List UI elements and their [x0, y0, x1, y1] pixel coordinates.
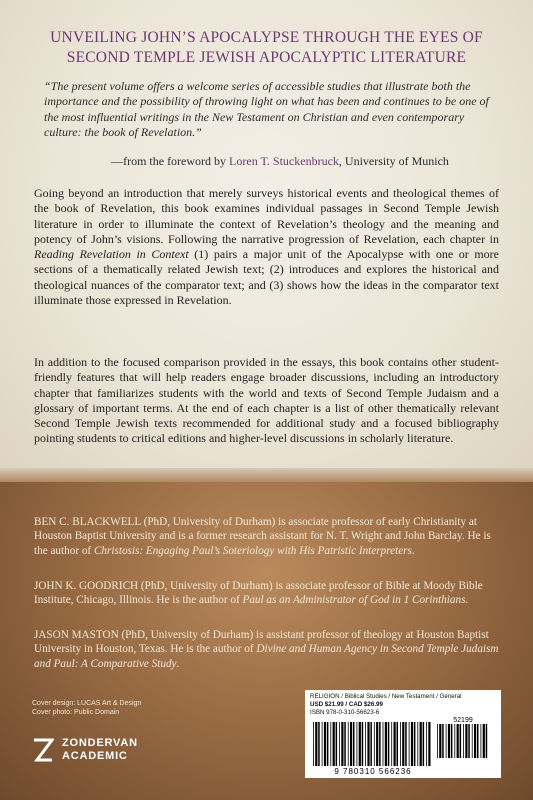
- barcode-info: [310, 693, 462, 717]
- barcode-bar: [477, 724, 479, 758]
- barcode-bar: [457, 724, 459, 758]
- barcode-bar: [367, 722, 369, 766]
- bio-1-text: (PhD, University of Durham) is associate professor of early Christianity at Houston Baptist University and is a former research assistant for N. T. Wright and John Barclay. He is the author of: [34, 516, 491, 557]
- barcode-bar: [486, 724, 488, 758]
- credit-design: Cover design: LUCAS Art & Design: [32, 700, 142, 707]
- barcode-bar: [383, 722, 384, 766]
- endorsement-quote: “The present volume offers a welcome series of accessible studies that illustrate both the importance and the possibility of throwing light on what has been and continues to be one of the most influential writings in the New Testament on Christian and even contemporary culture: the book of Revelation.”: [44, 79, 489, 140]
- barcode-bar: [333, 722, 335, 766]
- barcode-bar: [313, 722, 314, 766]
- bio-2-book: Paul as an Administrator of God in 1 Corinthians: [242, 594, 466, 607]
- author-bio-maston: [34, 628, 500, 671]
- barcode-bar: [315, 722, 317, 766]
- barcode-bar: [417, 722, 418, 766]
- description-paragraph-2: In addition to the focused comparison provided in the essays, this book contains other student-friendly features that will help readers engage broader discussions, including an introductory chapter that familiarizes students with the world and texts of Second Temple Judaism and a glossary of important terms. At the end of each chapter is a list of other thematically relevant Second Temple Jewish texts recommended for additional study and a focused bibliography pointing students to critical editions and higher-level discussions in scholarly literature.: [34, 355, 499, 446]
- book-price: USD $21.99 / CAD $26.99: [310, 701, 383, 708]
- barcode-bar: [350, 722, 352, 766]
- barcode-bar: [451, 724, 453, 758]
- publisher-name: [62, 737, 138, 763]
- barcode-bar: [400, 722, 401, 766]
- publisher-line-2: ACADEMIC: [62, 750, 128, 762]
- barcode-bar: [481, 724, 482, 758]
- bio-2-end: .: [465, 594, 469, 607]
- barcode-number: 9 780310 566236: [334, 767, 412, 776]
- panel-divider: [0, 468, 533, 482]
- cover-credits: [32, 699, 141, 717]
- isbn-barcode: [313, 722, 431, 766]
- headline-line-1: UNVEILING JOHN’S APOCALYPSE THROUGH THE EYES OF: [50, 29, 483, 46]
- author-bio-blackwell: [34, 515, 500, 558]
- barcode-bar: [483, 724, 485, 758]
- barcode-box: [305, 690, 501, 778]
- barcode-bar: [414, 722, 416, 766]
- barcode-bar: [385, 722, 387, 766]
- barcode-bar: [468, 724, 470, 758]
- headline: [0, 28, 533, 68]
- bio-2-text: (PhD, University of Durham) is associate professor of Bible at Moody Bible Institute, Chicago, Illinois. He is the author of: [34, 580, 483, 607]
- barcode-addon-number: 52199: [453, 717, 473, 724]
- barcode-bar: [341, 722, 343, 766]
- bio-3-text: (PhD, University of Durham) is assistant professor of theology at Houston Baptist University in Houston, Texas. He is the author of: [34, 629, 489, 656]
- book-isbn: ISBN 978-0-310-56623-6: [310, 709, 380, 716]
- bio-3-end: .: [176, 657, 180, 670]
- attribution-name: Loren T. Stuckenbruck: [229, 154, 339, 168]
- barcode-bar: [442, 724, 444, 758]
- barcode-bar: [370, 722, 372, 766]
- description-paragraph-1: [34, 186, 499, 308]
- barcode-bar: [474, 724, 476, 758]
- barcode-bar: [428, 722, 430, 766]
- barcode-bar: [460, 724, 462, 758]
- barcode-bar: [376, 722, 378, 766]
- barcode-bar: [379, 722, 381, 766]
- barcode-bar: [439, 724, 441, 758]
- barcode-bar: [322, 722, 323, 766]
- zondervan-z-icon: [32, 737, 54, 763]
- bio-1-book: Christosis: Engaging Paul’s Soteriology with His Patristic Interpreters: [93, 544, 412, 557]
- barcode-bar: [426, 722, 427, 766]
- p1-book-title: Reading Revelation in Context: [34, 247, 189, 262]
- barcode-bar: [391, 722, 392, 766]
- headline-line-2: SECOND TEMPLE JEWISH APOCALYPTIC LITERATURE: [66, 49, 467, 66]
- barcode-bar: [362, 722, 364, 766]
- author-bio-goodrich: [34, 579, 500, 608]
- barcode-bar: [388, 722, 390, 766]
- attribution-prefix: —from the foreword by: [111, 154, 230, 168]
- price-barcode: [437, 724, 489, 758]
- bio-1-name: BEN C. BLACKWELL: [34, 516, 141, 528]
- barcode-bar: [465, 724, 467, 758]
- barcode-bar: [324, 722, 326, 766]
- barcode-bar: [339, 722, 340, 766]
- barcode-bar: [394, 722, 396, 766]
- bio-1-end: .: [411, 544, 415, 557]
- barcode-bar: [420, 722, 422, 766]
- barcode-bar: [423, 722, 425, 766]
- barcode-bar: [330, 722, 331, 766]
- bio-3-book: Divine and Human Agency in Second Temple Judaism and Paul: A Comparative Study: [34, 643, 499, 670]
- attribution-suffix: , University of Munich: [338, 154, 449, 168]
- barcode-bar: [336, 722, 338, 766]
- bio-3-name: JASON MASTON: [34, 629, 119, 641]
- barcode-bar: [357, 722, 358, 766]
- quote-attribution: [70, 154, 490, 169]
- book-category: RELIGION / Biblical Studies / New Testament / General: [310, 693, 462, 700]
- barcode-bar: [359, 722, 361, 766]
- barcode-bar: [472, 724, 473, 758]
- credit-photo: Cover photo: Public Domain: [32, 709, 120, 716]
- barcode-bar: [318, 722, 320, 766]
- bio-2-name: JOHN K. GOODRICH: [34, 580, 139, 592]
- barcode-bar: [411, 722, 413, 766]
- barcode-bar: [446, 724, 447, 758]
- barcode-bar: [409, 722, 410, 766]
- p1-after: (1) pairs a major unit of the Apocalypse with one or more sections of a thematically related Jewish text; (2) introduces and explores the historical and theological nuances of the comparator text; and (3) shows how the ideas in the comparator text illuminate those expressed in Revelation.: [34, 247, 499, 308]
- barcode-bar: [463, 724, 464, 758]
- publisher-logo: [32, 735, 152, 775]
- barcode-bar: [405, 722, 407, 766]
- barcode-bar: [348, 722, 349, 766]
- barcode-bar: [402, 722, 404, 766]
- publisher-line-1: ZONDERVAN: [62, 737, 138, 749]
- barcode-bar: [365, 722, 366, 766]
- barcode-bar: [353, 722, 355, 766]
- barcode-bar: [327, 722, 329, 766]
- barcode-bar: [448, 724, 450, 758]
- barcode-bar: [437, 724, 438, 758]
- barcode-bar: [397, 722, 399, 766]
- barcode-bar: [344, 722, 346, 766]
- barcode-bar: [374, 722, 375, 766]
- p1-before: Going beyond an introduction that merely surveys historical events and theological themes of the book of Revelation, this book examines individual passages in Second Temple Jewish literature in order to illuminate the context of Revelation’s theology and the meaning and potency of John’s visions. Following the narrative progression of Revelation, each chapter in: [34, 186, 499, 246]
- barcode-bar: [454, 724, 455, 758]
